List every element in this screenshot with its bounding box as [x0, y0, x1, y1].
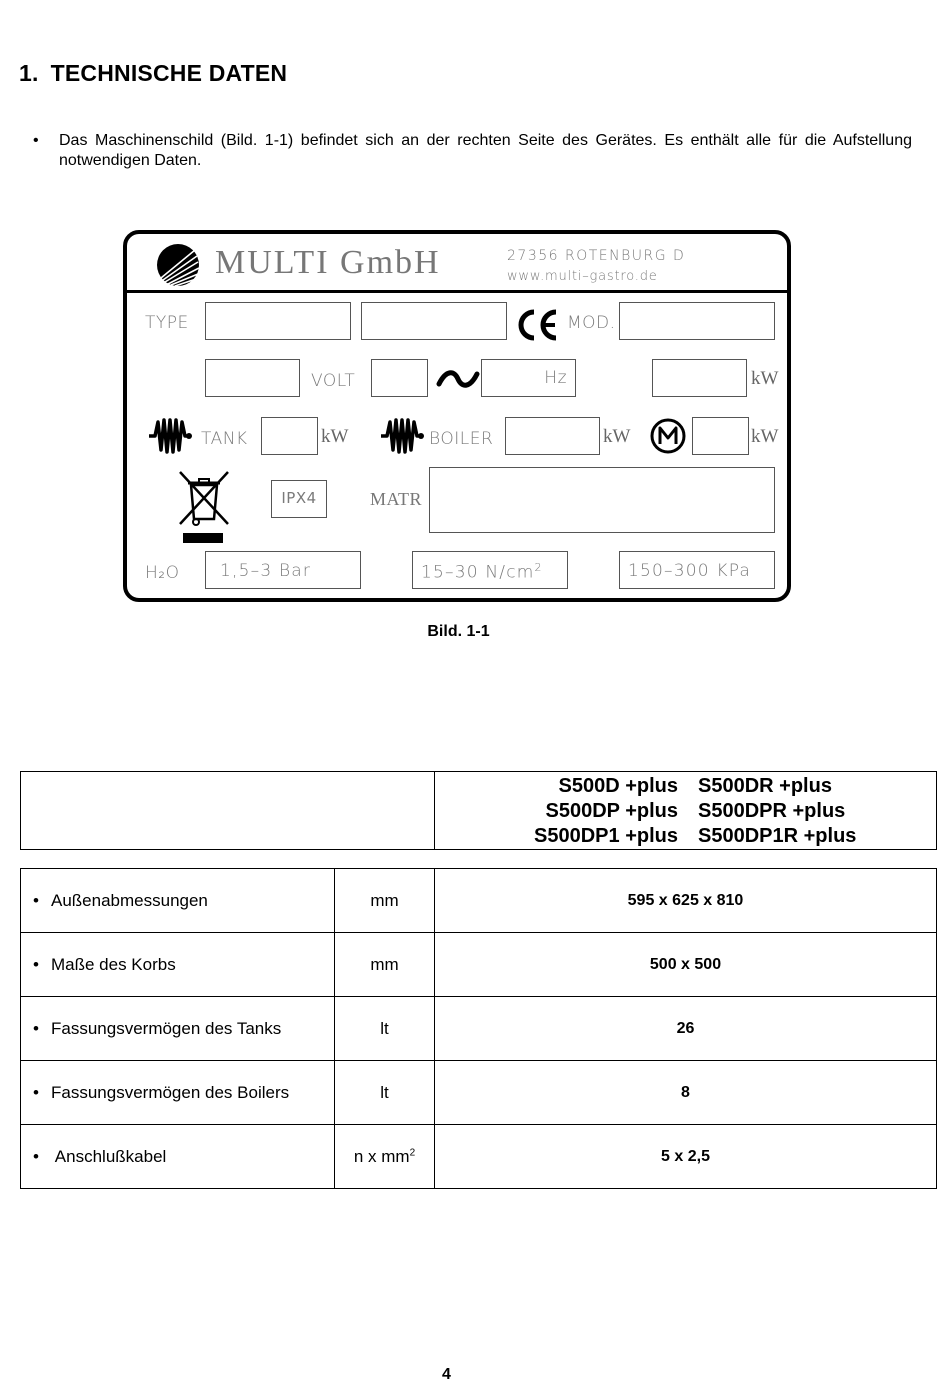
spec-unit: lt	[335, 997, 435, 1061]
table-row: • Fassungsvermögen des Tanks lt 26	[21, 997, 937, 1061]
model-name: S500D +plus	[558, 775, 678, 797]
kw-unit: kW	[751, 368, 779, 389]
section-title: TECHNISCHE DATEN	[50, 60, 288, 86]
alternating-current-icon	[436, 368, 480, 390]
motor-kw-field	[692, 417, 749, 455]
boiler-kw-field	[505, 417, 600, 455]
pressure-kpa-field	[619, 551, 775, 589]
spec-label: Außenabmessungen	[51, 890, 208, 910]
kw-unit-boiler: kW	[603, 426, 631, 447]
kw-unit-tank: kW	[321, 426, 349, 447]
bullet: •	[33, 132, 39, 149]
spec-unit: mm	[335, 869, 435, 933]
heating-element-icon	[147, 416, 193, 456]
table-row: • Maße des Korbs mm 500 x 500	[21, 933, 937, 997]
type-field-2	[361, 302, 507, 340]
mod-field	[619, 302, 775, 340]
intro-paragraph	[33, 131, 912, 171]
type-field	[205, 302, 351, 340]
serial-number-field	[429, 467, 775, 533]
table-row: • Außenabmessungen mm 595 x 625 x 810	[21, 869, 937, 933]
spec-unit: mm	[335, 933, 435, 997]
tank-kw-field	[261, 417, 318, 455]
motor-icon	[649, 417, 687, 455]
volt-label: VOLT	[311, 371, 356, 391]
hz-field	[481, 359, 576, 397]
weee-bin-icon	[177, 469, 231, 547]
pressure-bar: 1,5–3 Bar	[220, 561, 312, 581]
spec-value: 5 x 2,5	[435, 1125, 937, 1189]
manufacturer-logo-icon	[155, 242, 201, 288]
volt-field	[205, 359, 300, 397]
matr-label: MATR	[370, 489, 423, 509]
model-name: S500DPR +plus	[698, 800, 846, 822]
models-table	[20, 771, 937, 850]
models-empty-cell	[21, 772, 435, 850]
ce-mark-icon	[515, 308, 559, 342]
specifications-table	[20, 868, 937, 1189]
spec-value: 26	[435, 997, 937, 1061]
tank-label: TANK	[201, 429, 248, 449]
pressure-kpa: 150–300 KPa	[628, 561, 752, 581]
section-heading	[19, 60, 287, 87]
h2o-label: H₂O	[145, 563, 180, 583]
table-row: • Anschlußkabel n x $mm^2$ 5 x 2,5	[21, 1125, 937, 1189]
plate-divider	[127, 290, 787, 293]
phase-field	[371, 359, 428, 397]
pressure-bar-field	[205, 551, 361, 589]
boiler-label: BOILER	[429, 429, 494, 449]
model-name: S500DP +plus	[545, 800, 678, 822]
model-name: S500DR +plus	[698, 775, 832, 797]
model-name: S500DP1R +plus	[698, 825, 857, 847]
pressure-ncm-field	[412, 551, 568, 589]
nameplate	[123, 230, 791, 602]
table-row: • Fassungsvermögen des Boilers lt 8	[21, 1061, 937, 1125]
total-kw-field	[652, 359, 747, 397]
intro-text: Das Maschinenschild (Bild. 1-1) befindet sich an der rechten Seite des Gerätes. Es enthält alle für die Aufstellung notwendigen Daten.	[59, 132, 912, 169]
figure-caption: Bild. 1-1	[427, 623, 490, 640]
pressure-ncm-superscript: 2	[534, 561, 543, 574]
hz-label: Hz	[544, 368, 567, 388]
spec-value: 595 x 625 x 810	[435, 869, 937, 933]
brand-name: MULTI GmbH	[215, 244, 441, 281]
spec-unit-superscript: 2	[409, 1147, 416, 1159]
pressure-ncm: 15–30 $N/cm^2$	[421, 561, 543, 583]
type-label: TYPE	[145, 313, 189, 333]
spec-label: Anschlußkabel	[54, 1146, 167, 1166]
ipx-rating: IPX4	[271, 480, 327, 518]
spec-unit: n x $mm^2$	[335, 1125, 435, 1189]
mod-label: MOD.	[567, 313, 616, 333]
model-name: S500DP1 +plus	[534, 825, 678, 847]
spec-label: Maße des Korbs	[51, 954, 176, 974]
spec-label: Fassungsvermögen des Boilers	[51, 1082, 290, 1102]
spec-value: 500 x 500	[435, 933, 937, 997]
address-line-2: www.multi–gastro.de	[507, 269, 658, 284]
models-cell	[435, 772, 937, 850]
spec-value: 8	[435, 1061, 937, 1125]
heating-element-icon	[379, 416, 425, 456]
address-line-1: 27356 ROTENBURG D	[507, 248, 686, 264]
section-number: 1.	[19, 60, 39, 86]
spec-unit: lt	[335, 1061, 435, 1125]
kw-unit-motor: kW	[751, 426, 779, 447]
spec-label: Fassungsvermögen des Tanks	[51, 1018, 282, 1038]
page-number: 4	[442, 1366, 451, 1383]
